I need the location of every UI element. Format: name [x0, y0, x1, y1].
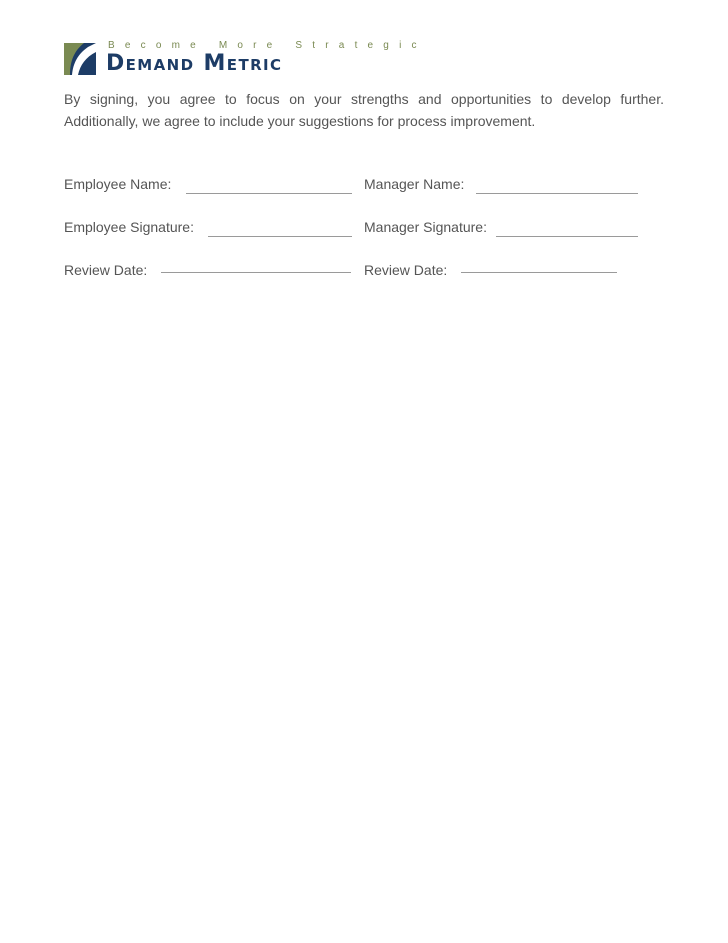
brand-name: Demand Metric	[106, 51, 283, 76]
manager-name-label: Manager Name:	[364, 176, 465, 192]
agreement-line-1: By signing, you agree to focus on your strengths and opportunities to develop further.	[64, 91, 664, 107]
employee-review-date-line[interactable]	[161, 272, 351, 273]
agreement-line-2: Additionally, we agree to include your suggestions for process improvement.	[64, 113, 536, 129]
agreement-text	[64, 88, 664, 132]
manager-review-date-line[interactable]	[461, 272, 617, 273]
employee-name-line[interactable]	[186, 193, 352, 194]
demand-metric-logo-icon	[64, 43, 96, 75]
manager-name-line[interactable]	[476, 193, 638, 194]
manager-signature-line[interactable]	[496, 236, 638, 237]
employee-name-label: Employee Name:	[64, 176, 172, 192]
employee-signature-label: Employee Signature:	[64, 219, 194, 235]
logo	[64, 40, 427, 80]
employee-review-date-label: Review Date:	[64, 262, 148, 278]
manager-signature-label: Manager Signature:	[364, 219, 487, 235]
tagline: Become More Strategic	[108, 40, 427, 51]
employee-signature-line[interactable]	[208, 236, 352, 237]
manager-review-date-label: Review Date:	[364, 262, 448, 278]
